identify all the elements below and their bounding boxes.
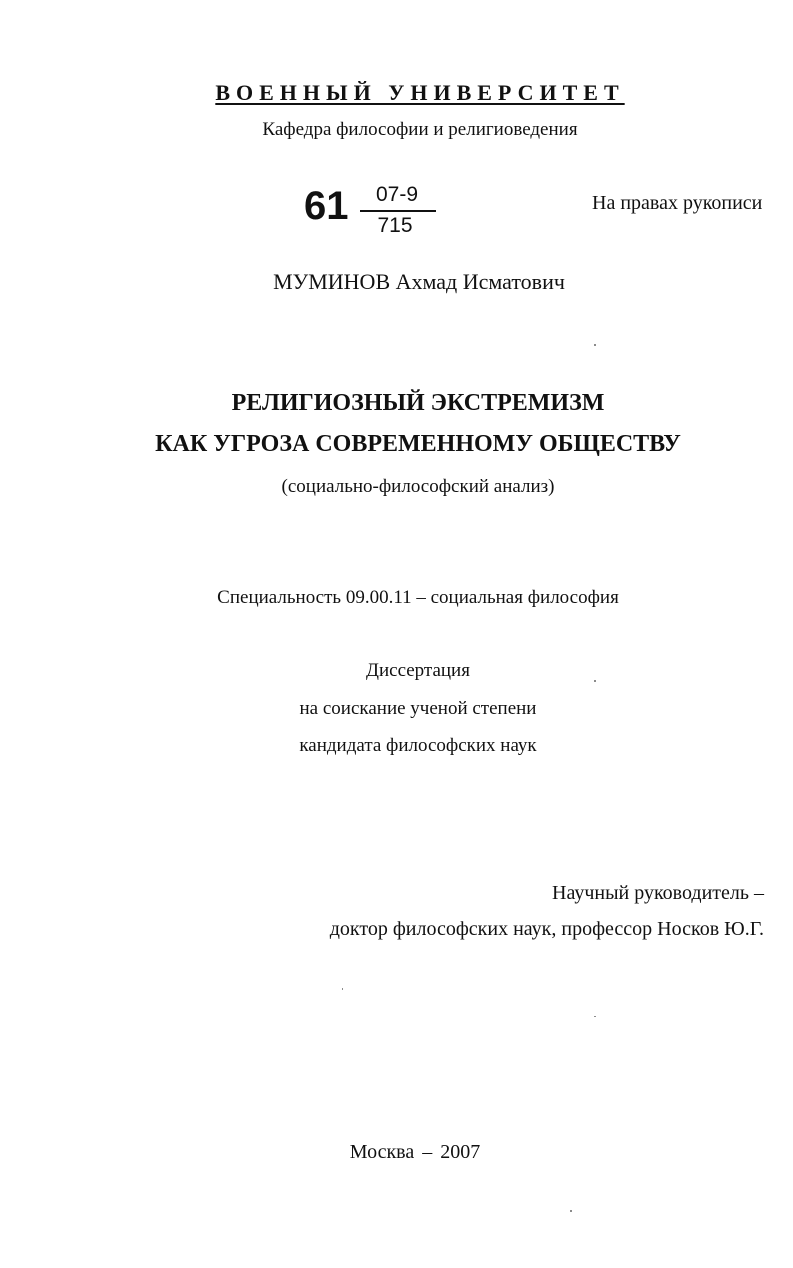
- specialty: Специальность 09.00.11 – социальная философия: [217, 587, 619, 608]
- dissertation-line-3: кандидата философских наук: [299, 735, 537, 756]
- scan-speck: [570, 1210, 572, 1212]
- catalog-code-denominator: 715: [377, 214, 413, 237]
- dissertation-line-1: Диссертация: [366, 660, 470, 681]
- scan-speck: [594, 680, 596, 682]
- catalog-code: [304, 184, 444, 244]
- scan-speck: [342, 988, 343, 990]
- title-line-1: РЕЛИГИОЗНЫЙ ЭКСТРЕМИЗМ: [231, 390, 605, 416]
- scan-speck: [594, 1016, 596, 1017]
- dissertation-line-2: на соискание ученой степени: [299, 698, 537, 719]
- rights-note: На правах рукописи: [592, 192, 763, 214]
- title-subtitle: (социально-философский анализ): [281, 476, 555, 497]
- catalog-code-fraction-bar: [360, 210, 436, 212]
- author-name: МУМИНОВ Ахмад Исматович: [273, 269, 565, 294]
- supervisor-line-2: доктор философских наук, профессор Носков Ю.Г.: [329, 918, 764, 940]
- university-name: ВОЕННЫЙ УНИВЕРСИТЕТ: [215, 80, 625, 105]
- scan-speck: [594, 344, 596, 346]
- department-name: Кафедра философии и религиоведения: [262, 119, 578, 140]
- title-line-2: КАК УГРОЗА СОВРЕМЕННОМУ ОБЩЕСТВУ: [155, 431, 681, 457]
- supervisor-line-1: Научный руководитель –: [552, 882, 764, 904]
- city-year: Москва – 2007: [349, 1141, 481, 1163]
- catalog-code-numerator: 07-9: [375, 183, 419, 206]
- catalog-code-main: 61: [304, 184, 349, 228]
